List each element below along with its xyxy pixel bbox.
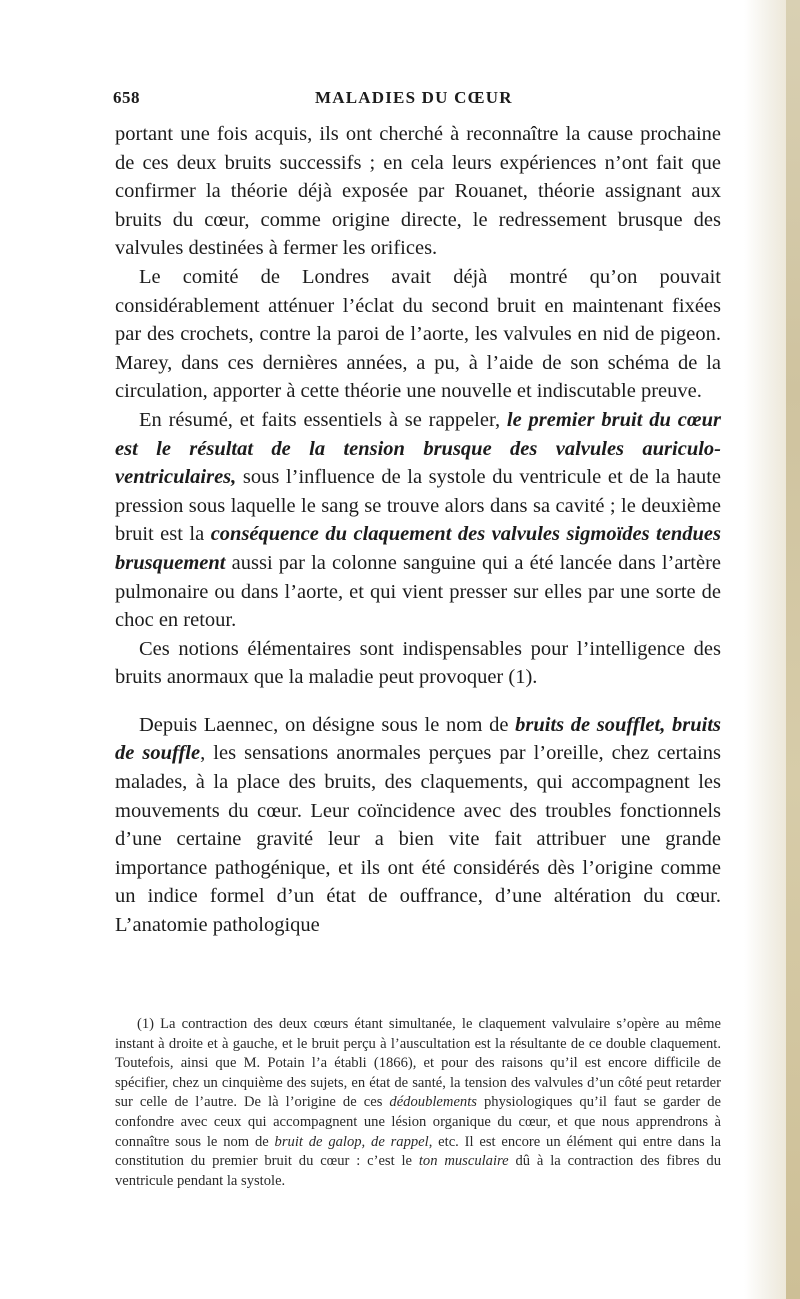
body-text xyxy=(115,120,721,940)
page-header xyxy=(113,88,713,116)
emphasis-first-sound: le premier bruit du cœur est le résultat de la tension brusque des valvules auriculo-ventriculaires, xyxy=(115,408,721,489)
footnote xyxy=(115,1015,721,1191)
running-head: MALADIES DU CŒUR xyxy=(315,88,513,107)
footnote-emphasis-1: dédoublements xyxy=(389,1094,477,1111)
paragraph-5: Depuis Laennec, on désigne sous le nom de bruits de soufflet, bruits de souffle, les sensations anormales perçues par l’oreille, chez certains malades, à la place des bruits, des claquements, qui accompagnent les mouvements du cœur. Leur coïncidence avec des troubles fonctionnels d’une certaine gravité leur a bien vite fait attribuer une grande importance pathogénique, et ils ont été considérés dès l’origine comme un indice formel d’un état de ouffrance, d’une altération du cœur. L’anatomie pathologique xyxy=(115,713,721,937)
footnote-text: (1) La contraction des deux cœurs étant simultanée, le claquement valvulaire s’opère au même instant à droite et à gauche, et le bruit perçu à l’auscultation est la résultante de ce double claquement. Toutefois, ainsi que M. Potain l’a établi (1866), et pour des raisons qu’il est encore difficile de spécifier, chez un cinquième des sujets, en état de santé, la tension des valvules d’un côté peut retarder sur celle de l’autre. De là l’origine de ces dédoublements physiologiques qu’il faut se garder de confondre avec ceux qui accompagnent une lésion organique du cœur, et que nous apprendrons à connaître sous le nom de bruit de galop, de rappel, etc. Il est encore un élément qui entre dans la constitution du premier bruit du cœur : c’est le ton musculaire dû à la contraction des fibres du ventricule pendant la systole. xyxy=(115,1016,722,1189)
paragraph-1: portant une fois acquis, ils ont cherché à reconnaître la cause prochaine de ces deux bruits successifs ; en cela leurs expériences n’ont fait que confirmer la théorie déjà exposée par Rouanet, théorie assignant aux bruits du cœur, comme origine directe, le redressement brusque des valvules destinées à fermer les orifices. xyxy=(115,123,721,260)
emphasis-second-sound: conséquence du claquement des valvules sigmoïdes tendues brusquement xyxy=(115,523,721,574)
paragraph-2: Le comité de Londres avait déjà montré qu’on pouvait considérablement atténuer l’éclat du second bruit en maintenant fixées par des crochets, contre la paroi de l’aorte, les valvules en nid de pigeon. Marey, dans ces dernières années, a pu, à l’aide de son schéma de la circulation, apporter à cette théorie une nouvelle et indiscutable preuve. xyxy=(115,265,721,403)
emphasis-bruits-de-souffle: bruits de soufflet, bruits de souffle xyxy=(115,713,721,765)
paragraph-3: En résumé, et faits essentiels à se rappeler, le premier bruit du cœur est le résultat de la tension brusque des valvules auriculo-ventriculaires, sous l’influence de la systole du ventricule et de la haute pression sous laquelle le sang se trouve alors dans sa cavité ; le deuxième bruit est la conséquence du claquement des valvules sigmoïdes tendues brusquement aussi par la colonne sanguine qui a été lancée dans l’artère pulmonaire ou dans l’aorte, et qui vient presser sur elles par une sorte de choc en retour. xyxy=(115,408,721,632)
footnote-emphasis-3: ton musculaire xyxy=(418,1153,509,1170)
page-edge xyxy=(786,0,800,1299)
footnote-emphasis-2: bruit de galop, de rappel xyxy=(274,1133,429,1150)
paragraph-4: Ces notions élémentaires sont indispensables pour l’intelligence des bruits anormaux que la maladie peut provoquer (1). xyxy=(115,637,721,689)
page-number: 658 xyxy=(113,88,140,107)
